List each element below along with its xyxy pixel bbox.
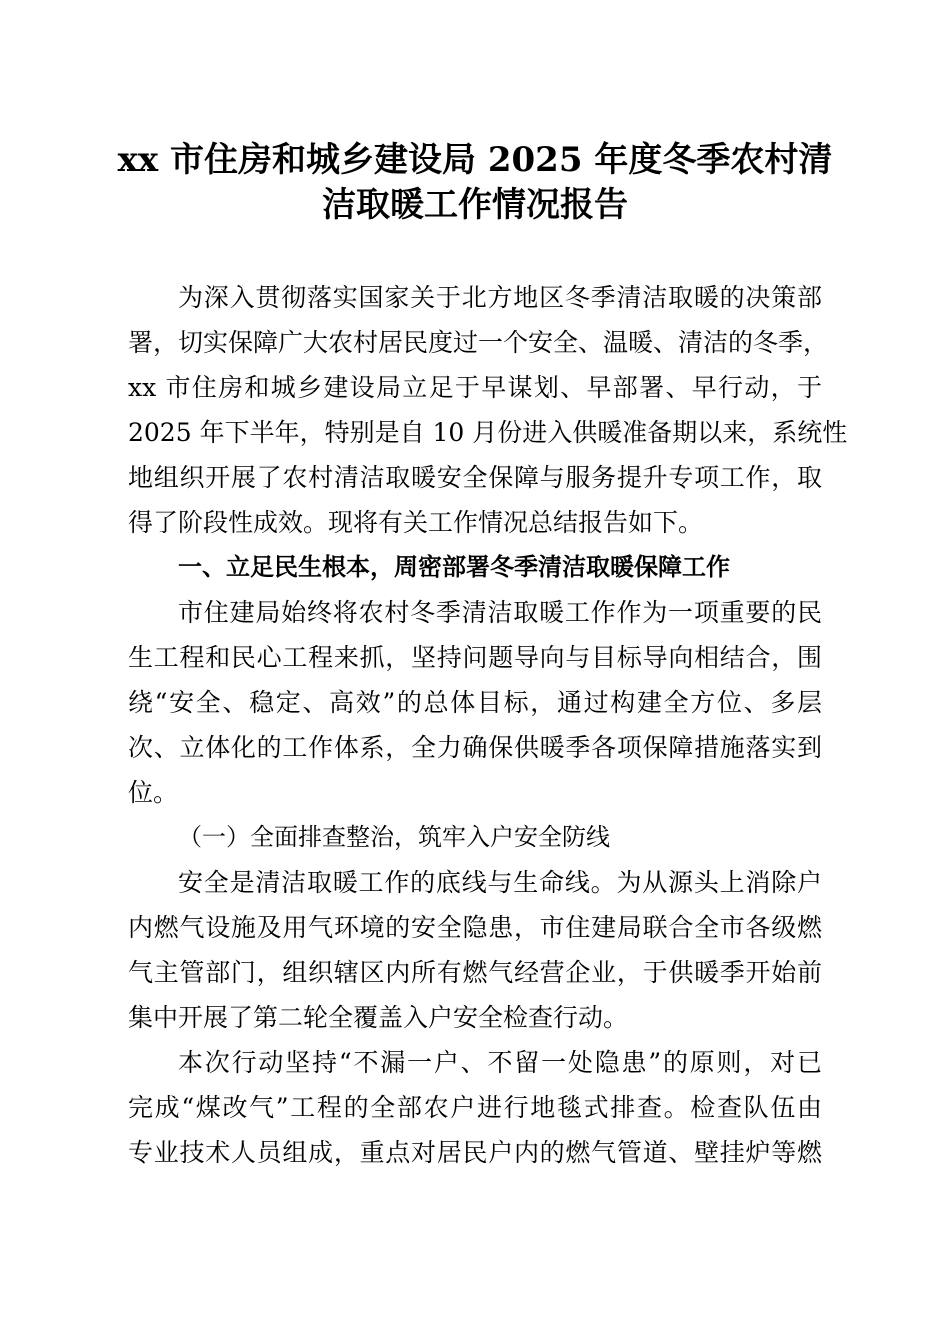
- text-line: 一、立足民生根本，周密部署冬季清洁取暖保障工作: [178, 553, 730, 581]
- paragraph: [128, 590, 822, 815]
- paragraph: [128, 275, 848, 545]
- paragraph: [128, 1040, 822, 1175]
- text-line: 为深入贯彻落实国家关于北方地区冬季清洁取暖的决策部: [178, 283, 822, 312]
- section-heading: [128, 545, 822, 590]
- text-line: 2025 年下半年，特别是自 10 月份进入供暖准备期以来，系统性: [128, 418, 848, 447]
- text-line: 专业技术人员组成，重点对居民户内的燃气管道、壁挂炉等燃: [128, 1138, 822, 1167]
- text-line: 次、立体化的工作体系，全力确保供暖季各项保障措施落实到: [128, 733, 822, 762]
- text-line: 署，切实保障广大农村居民度过一个安全、温暖、清洁的冬季，: [128, 328, 829, 357]
- document-title: [110, 138, 840, 228]
- text-line: 安全是清洁取暖工作的底线与生命线。为从源头上消除户: [178, 868, 822, 897]
- text-line: 气主管部门，组织辖区内所有燃气经营企业，于供暖季开始前: [128, 958, 822, 987]
- subsection-heading: [128, 815, 822, 860]
- text-line: 完成“煤改气”工程的全部农户进行地毯式排查。检查队伍由: [128, 1093, 822, 1122]
- text-line: 生工程和民心工程来抓，坚持问题导向与目标导向相结合，围: [128, 643, 822, 672]
- text-line: 市住建局始终将农村冬季清洁取暖工作作为一项重要的民: [178, 598, 822, 627]
- text-line: 地组织开展了农村清洁取暖安全保障与服务提升专项工作，取: [128, 463, 822, 492]
- text-line: 内燃气设施及用气环境的安全隐患，市住建局联合全市各级燃: [128, 913, 822, 942]
- paragraph: [128, 860, 822, 1040]
- text-line: 位。: [128, 778, 179, 807]
- title-line: 洁取暖工作情况报告: [322, 185, 628, 225]
- text-line: 绕“安全、稳定、高效”的总体目标，通过构建全方位、多层: [128, 688, 822, 717]
- text-line: xx 市住房和城乡建设局立足于早谋划、早部署、早行动，于: [128, 373, 822, 402]
- text-line: 集中开展了第二轮全覆盖入户安全检查行动。: [128, 1003, 629, 1032]
- text-line: （一）全面排查整治，筑牢入户安全防线: [178, 823, 610, 851]
- title-line: xx 市住房和城乡建设局 2025 年度冬季农村清: [117, 140, 833, 180]
- text-line: 得了阶段性成效。现将有关工作情况总结报告如下。: [128, 508, 704, 537]
- text-line: 本次行动坚持“不漏一户、不留一处隐患”的原则，对已: [178, 1048, 822, 1077]
- document-body: [128, 275, 848, 1175]
